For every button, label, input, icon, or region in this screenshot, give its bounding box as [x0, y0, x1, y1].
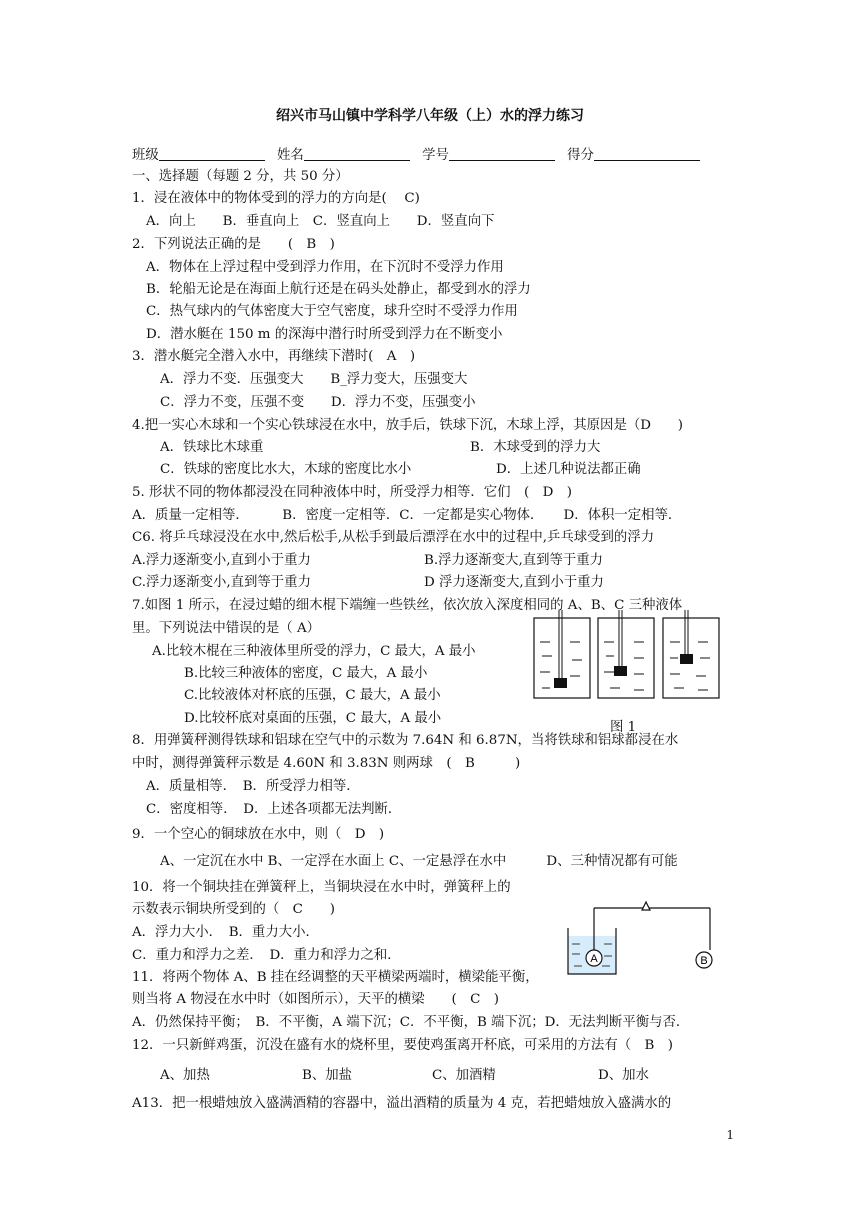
question-12-option-d: D、加水: [598, 1068, 649, 1083]
question-7-option-b: B.比较三种液体的密度，C 最大，A 最小: [184, 666, 428, 681]
class-label: 班级: [132, 148, 159, 163]
question-4: 4.把一实心木球和一个实心铁球浸在水中，放手后，铁球下沉，木球上浮，其原因是（D ): [132, 418, 683, 433]
question-12: 12．一只新鲜鸡蛋，沉没在盛有水的烧杯里，要使鸡蛋离开杯底，可采用的方法有（ B ): [132, 1038, 673, 1053]
question-10-continued: 示数表示铜块所受到的（ C ): [132, 902, 335, 917]
stick-weight-b: [614, 666, 627, 676]
question-1: 1．浸在液体中的物体受到的浮力的方向是( C): [132, 191, 420, 206]
beaker-b: [598, 618, 654, 698]
question-7-option-d: D.比较杯底对桌面的压强，C 最大，A 最小: [184, 711, 442, 726]
number-blank[interactable]: [449, 146, 555, 161]
question-2-option-b: B．轮船无论是在海面上航行还是在码头处静止，都受到水的浮力: [146, 282, 531, 297]
section-heading: 一、选择题（每题 2 分，共 50 分）: [132, 169, 349, 184]
question-5: 5. 形状不同的物体都浸没在同种液体中时，所受浮力相等．它们 ( D ): [132, 485, 572, 500]
question-11-options: A．仍然保持平衡； B．不平衡，A 端下沉；C．不平衡，B 端下沉；D．无法判断平衡与否．: [132, 1015, 690, 1030]
question-12-option-c: C、加酒精: [432, 1068, 496, 1083]
question-9-options: A、一定沉在水中 B、一定浮在水面上 C、一定悬浮在水中 D、三种情况都有可能: [160, 854, 678, 869]
question-11: 11．将两个物体 A、B 挂在经调整的天平横梁两端时，横梁能平衡，: [132, 970, 539, 985]
score-label: 得分: [567, 148, 594, 163]
question-8-options-cd: C．密度相等． D．上述各项都无法判断．: [146, 802, 402, 817]
question-10: 10．将一个铜块挂在弹簧秤上，当铜块浸在水中时，弹簧秤上的: [132, 880, 511, 895]
question-8: 8．用弹簧秤测得铁球和铝球在空气中的示数为 7.64N 和 6.87N，当将铁球和铝球都浸在水: [132, 733, 679, 748]
question-8-continued: 中时，测得弹簧秤示数是 4.60N 和 3.83N 则两球 ( B ): [132, 756, 521, 771]
question-7-continued: 里。下列说法中错误的是（ A）: [132, 621, 321, 636]
question-6-option-b: B.浮力逐渐变大,直到等于重力: [424, 553, 604, 568]
question-2-option-a: A．物体在上浮过程中受到浮力作用，在下沉时不受浮力作用: [146, 260, 504, 275]
object-b-label: B: [700, 955, 708, 967]
stick-weight-a: [554, 678, 567, 688]
question-1-options: A．向上 B．垂直向上 C．竖直向上 D．竖直向下: [146, 214, 495, 229]
figure-1-beakers: [530, 610, 730, 705]
question-2: 2．下列说法正确的是 ( B ): [132, 237, 335, 252]
name-label: 姓名: [277, 148, 304, 163]
question-9: 9．一个空心的铜球放在水中，则（ D ): [132, 827, 385, 842]
question-6-option-a: A.浮力逐渐变小,直到小于重力: [132, 553, 311, 568]
name-blank[interactable]: [304, 146, 410, 161]
page-number: 1: [726, 1128, 734, 1142]
score-blank[interactable]: [594, 146, 700, 161]
question-12-option-a: A、加热: [160, 1068, 210, 1083]
question-3-options-ab: A．浮力不变．压强变大 B_浮力变大，压强变大: [160, 372, 468, 387]
question-3: 3．潜水艇完全潜入水中，再继续下潜时( A ): [132, 349, 416, 364]
question-6-option-d: D 浮力逐渐变大,直到小于重力: [424, 575, 604, 590]
class-blank[interactable]: [159, 146, 265, 161]
question-2-option-c: C．热气球内的气体密度大于空气密度，球升空时不受浮力作用: [146, 304, 518, 319]
question-4-option-c: C．铁球的密度比水大，木球的密度比水小: [160, 462, 412, 477]
question-6-option-c: C.浮力逐渐变小,直到等于重力: [132, 575, 311, 590]
object-a-label: A: [590, 953, 598, 965]
question-6: C6. 将乒乓球浸没在水中,然后松手,从松手到最后漂浮在水中的过程中,乒乓球受到的浮力: [132, 530, 655, 545]
question-2-option-d: D．潜水艇在 150 m 的深海中潜行时所受到浮力在不断变小: [146, 327, 503, 342]
balance-figure: [562, 898, 722, 980]
page-title: 绍兴市马山镇中学科学八年级（上）水的浮力练习: [276, 108, 584, 124]
question-5-options: A．质量一定相等． B．密度一定相等．C．一定都是实心物体． D．体积一定相等．: [132, 508, 682, 523]
question-7: 7.如图 1 所示，在浸过蜡的细木棍下端缠一些铁丝，依次放入深度相同的 A、B、C 三种液体: [132, 598, 683, 613]
question-4-option-a: A．铁球比木球重: [160, 440, 264, 455]
question-10-options-cd: C．重力和浮力之差． D．重力和浮力之和．: [132, 948, 401, 963]
figure-1-caption: 图 1: [610, 720, 637, 735]
question-10-options-ab: A．浮力大小． B．重力大小．: [132, 925, 319, 940]
stick-weight-c: [680, 654, 693, 664]
question-8-options-ab: A．质量相等． B．所受浮力相等．: [146, 779, 360, 794]
number-label: 学号: [422, 148, 449, 163]
question-4-option-b: B．木球受到的浮力大: [470, 440, 601, 455]
question-3-options-cd: C．浮力不变，压强不变 D．浮力不变，压强变小: [160, 395, 476, 410]
question-12-option-b: B、加盐: [302, 1068, 353, 1083]
header-fields: [132, 146, 700, 166]
question-11-continued: 则当将 A 物浸在水中时（如图所示），天平的横梁 ( C ): [132, 992, 499, 1007]
question-7-option-c: C.比较液体对杯底的压强，C 最大，A 最小: [184, 688, 441, 703]
question-4-option-d: D．上述几种说法都正确: [496, 462, 641, 477]
question-7-option-a: A.比较木棍在三种液体里所受的浮力，C 最大，A 最小: [152, 644, 476, 659]
question-13: A13．把一根蜡烛放入盛满酒精的容器中，溢出酒精的质量为 4 克，若把蜡烛放入盛满水的: [132, 1096, 672, 1111]
